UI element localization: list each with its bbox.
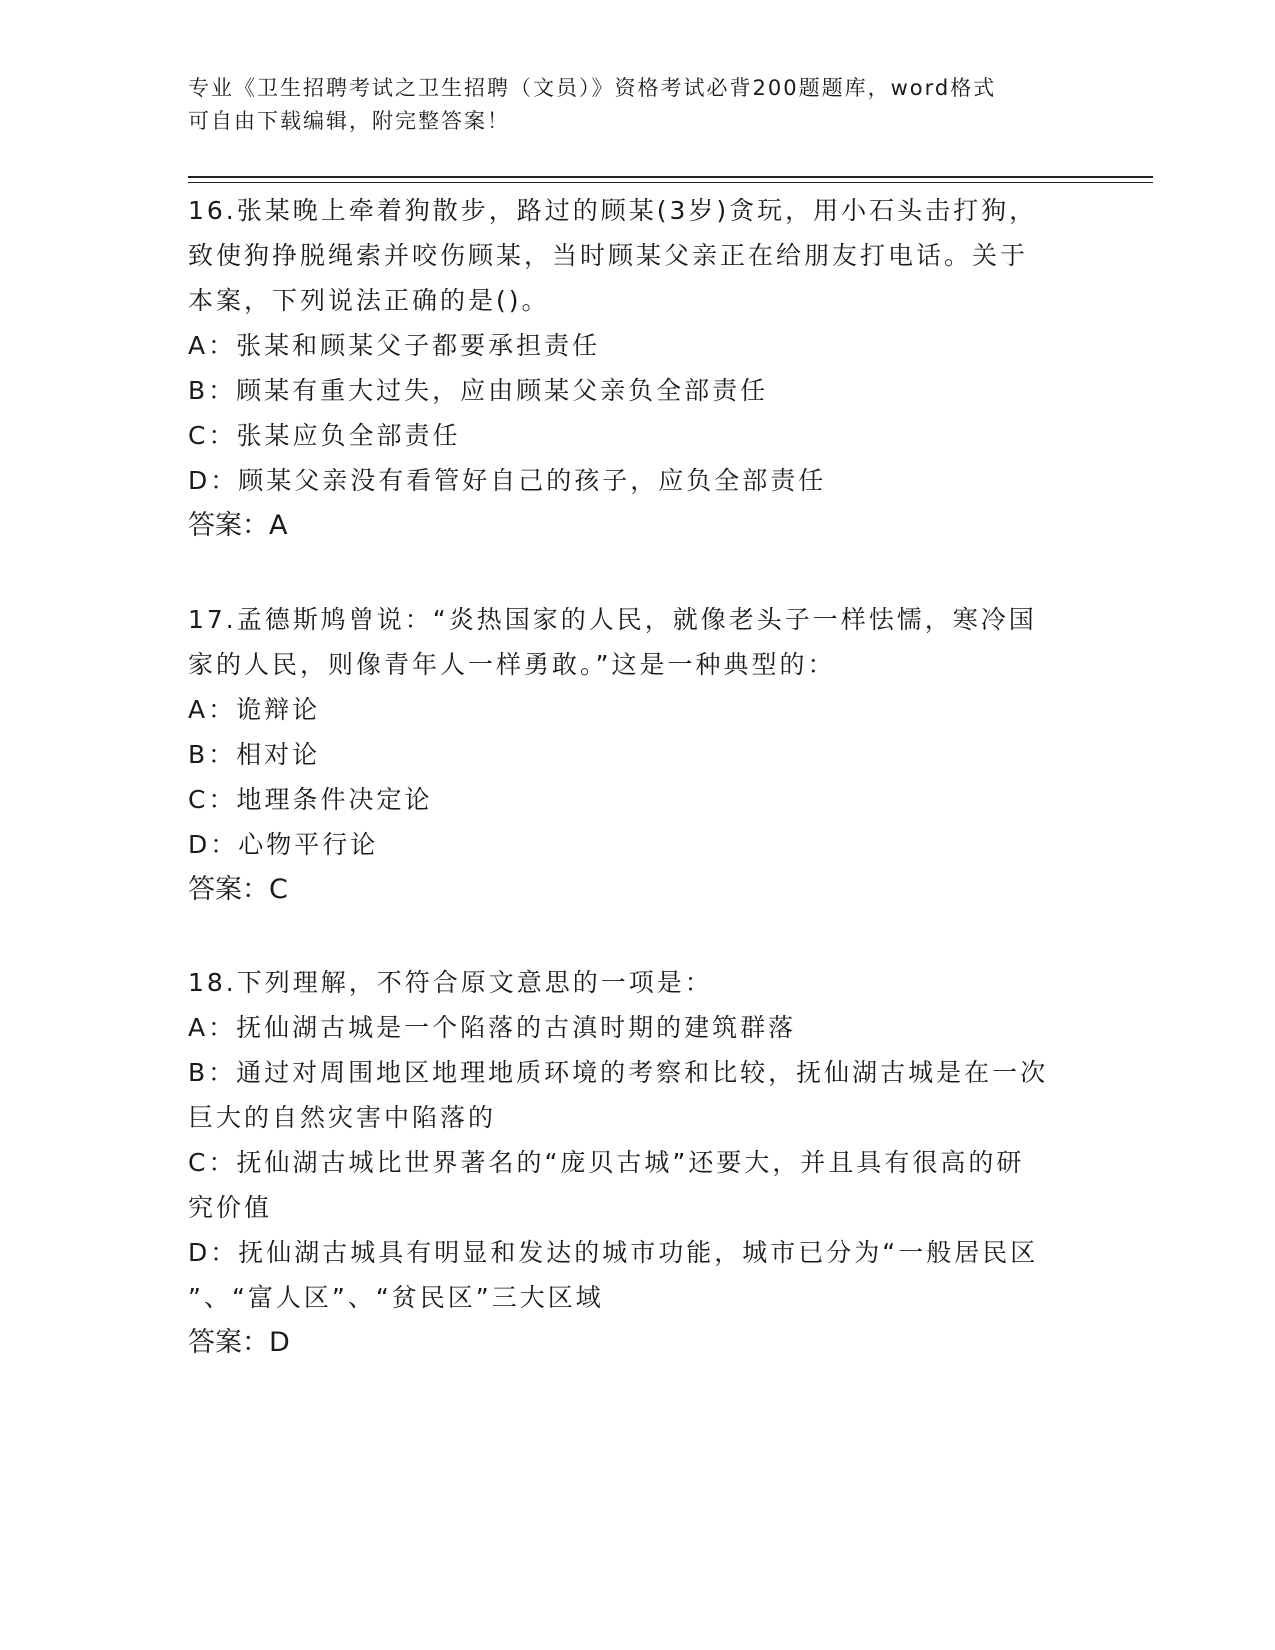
option-c-continuation: 究价值 — [188, 1193, 273, 1222]
option-b: B：顾某有重大过失，应由顾某父亲负全部责任 — [188, 376, 769, 405]
option-c: C：抚仙湖古城比世界著名的“庞贝古城”还要大，并且具有很高的研 — [188, 1148, 1025, 1177]
answer-label: 答案：D — [188, 1327, 290, 1358]
option-d: D：心物平行论 — [188, 830, 379, 859]
option-a: A：张某和顾某父子都要承担责任 — [188, 331, 601, 360]
question-stem-line: 本案，下列说法正确的是()。 — [188, 286, 550, 315]
answer-label: 答案：C — [188, 874, 288, 905]
question-stem-line: 家的人民，则像青年人一样勇敢。”这是一种典型的： — [188, 650, 836, 679]
question-16 — [188, 188, 1088, 548]
question-stem-line: 16.张某晚上牵着狗散步，路过的顾某(3岁)贪玩，用小石头击打狗， — [188, 196, 1038, 225]
question-stem-line: 致使狗挣脱绳索并咬伤顾某，当时顾某父亲正在给朋友打电话。关于 — [188, 241, 1029, 270]
question-stem-line: 18.下列理解，不符合原文意思的一项是： — [188, 968, 713, 997]
header-divider-thick — [188, 176, 1153, 178]
question-17 — [188, 597, 1088, 912]
question-18 — [188, 960, 1088, 1365]
option-a: A：抚仙湖古城是一个陷落的古滇时期的建筑群落 — [188, 1013, 797, 1042]
option-d-continuation: ”、“富人区”、“贫民区”三大区域 — [188, 1283, 604, 1312]
document-header — [188, 72, 1088, 138]
header-line-1: 专业《卫生招聘考试之卫生招聘（文员）》资格考试必背200题题库，word格式 — [188, 76, 997, 100]
header-line-2: 可自由下载编辑，附完整答案！ — [188, 109, 510, 133]
header-divider-thin — [188, 182, 1153, 183]
option-c: C：张某应负全部责任 — [188, 421, 461, 450]
option-b: B：通过对周围地区地理地质环境的考察和比较，抚仙湖古城是在一次 — [188, 1058, 1049, 1087]
question-stem-line: 17.孟德斯鸠曾说：“炎热国家的人民，就像老头子一样怯懦，寒冷国 — [188, 605, 1037, 634]
option-c: C：地理条件决定论 — [188, 785, 433, 814]
answer-label: 答案：A — [188, 510, 288, 541]
option-b: B：相对论 — [188, 740, 321, 769]
option-b-continuation: 巨大的自然灾害中陷落的 — [188, 1103, 497, 1132]
option-d: D：抚仙湖古城具有明显和发达的城市功能，城市已分为“一般居民区 — [188, 1238, 1039, 1267]
option-d: D：顾某父亲没有看管好自己的孩子，应负全部责任 — [188, 466, 827, 495]
option-a: A：诡辩论 — [188, 695, 321, 724]
